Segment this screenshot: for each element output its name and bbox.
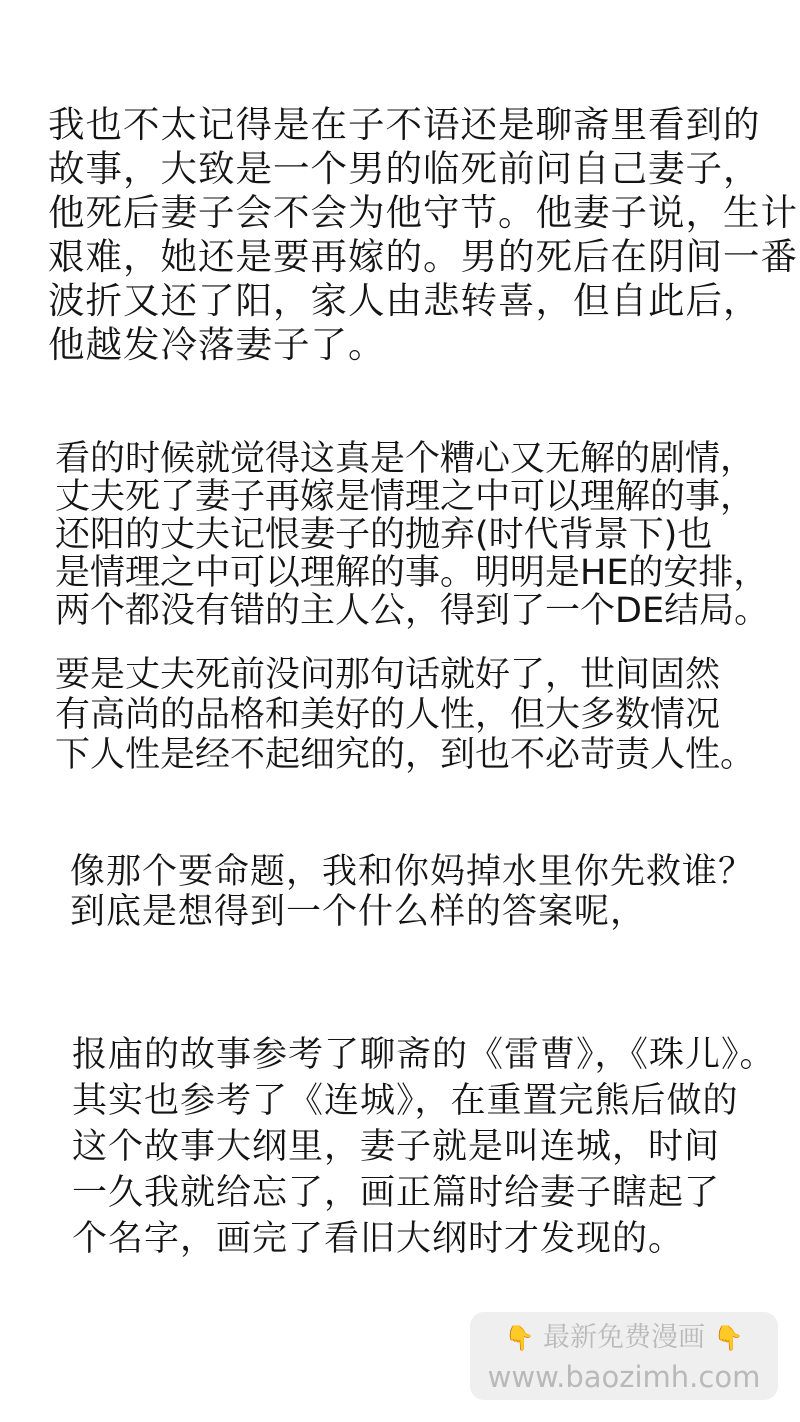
paragraph-1 [48, 103, 798, 367]
text-line: 报庙的故事参考了聊斋的《雷曹》，《珠儿》。 [72, 1035, 776, 1075]
text-line: 我也不太记得是在子不语还是聊斋里看到的 [48, 103, 761, 146]
text-line: 他越发冷落妻子了。 [48, 323, 386, 366]
text-line: 下人性是经不起细究的，到也不必苛责人性。 [55, 735, 756, 775]
text-line: 要是丈夫死前没问那句话就好了，世间固然 [55, 655, 721, 695]
watermark [470, 1312, 778, 1400]
text-line: 他死后妻子会不会为他守节。他妻子说，生计 [48, 191, 798, 234]
text-line: 一久我就给忘了，画正篇时给妻子瞎起了 [72, 1173, 721, 1213]
pointing-down-hand-icon: 👇 [504, 1324, 535, 1352]
watermark-title-row [470, 1320, 778, 1356]
text-line: 波折又还了阳，家人由悲转喜，但自此后， [48, 279, 761, 322]
watermark-title: 最新免费漫画 [543, 1322, 705, 1353]
text-line: 丈夫死了妻子再嫁是情理之中可以理解的事， [55, 477, 756, 517]
text-line: 艰难，她还是要再嫁的。男的死后在阴间一番 [48, 235, 798, 278]
text-line: 像那个要命题，我和你妈掉水里你先救谁？ [70, 852, 755, 892]
text-line: 到底是想得到一个什么样的答案呢， [70, 892, 647, 932]
text-line: 两个都没有错的主人公，得到了一个DE结局。 [55, 591, 770, 631]
paragraph-2 [55, 440, 769, 630]
text-line: 有高尚的品格和美好的人性，但大多数情况 [55, 695, 721, 735]
text-line: 故事，大致是一个男的临死前问自己妻子， [48, 147, 761, 190]
text-line: 是情理之中可以理解的事。明明是HE的安排， [55, 553, 769, 593]
text-line: 其实也参考了《连城》，在重置完熊后做的 [72, 1081, 739, 1121]
text-line: 个名字，画完了看旧大纲时才发现的。 [72, 1219, 685, 1259]
text-line: 这个故事大纲里，妻子就是叫连城，时间 [72, 1127, 721, 1167]
pointing-down-hand-icon: 👇 [713, 1324, 744, 1352]
text-line: 看的时候就觉得这真是个糟心又无解的剧情， [55, 439, 756, 479]
watermark-url: www.baozimh.com [487, 1360, 761, 1394]
paragraph-5 [72, 1032, 776, 1262]
text-line: 还阳的丈夫记恨妻子的抛弃(时代背景下)也 [55, 515, 713, 555]
paragraph-4 [70, 852, 754, 932]
paragraph-3 [55, 655, 755, 775]
